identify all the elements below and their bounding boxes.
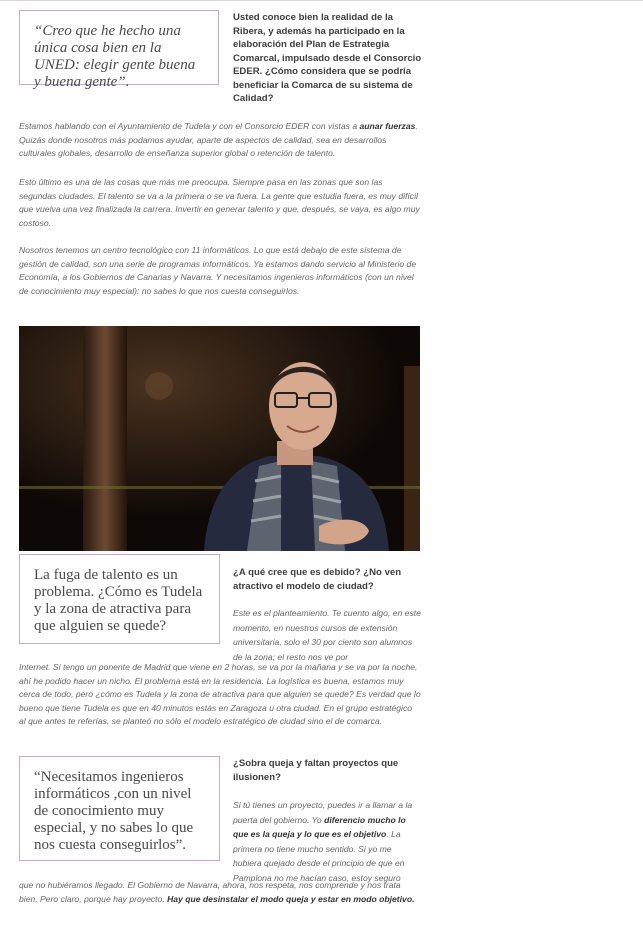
paragraph-1-text-b: . Quizás donde nosotros más podamos ayudar, aparte de aspectos de calidad, sea en desarrollos culturales globales, desarrollo de enseñanza superior global o retención de talento. <box>19 121 418 158</box>
paragraph-5-side <box>233 798 421 885</box>
interview-photo <box>19 326 420 551</box>
paragraph-5-side-text-b: . La primera no tiene mucho sentido. Si yo me hubiera quejado desde el principio de que en Pamplona no me hacían caso, estoy seguro <box>233 829 405 883</box>
interview-question-1: Usted conoce bien la realidad de la Ribera, y además ha participado en la elaboración del Plan de Estrategia Comarcal, impulsado desde el Consorcio EDER. ¿Cómo considera que se podría beneficiar la Comarca de su sistema de Calidad? <box>233 12 422 104</box>
paragraph-5 <box>19 879 421 906</box>
paragraph-1-bold: aunar fuerzas <box>359 121 416 131</box>
portrait-photo <box>19 326 420 551</box>
paragraph-4: Internet. Si tengo un ponente de Madrid que viene en 2 horas, se va por la mañana y se va por la noche, ahí he podido hacer un nicho. El problema está en la residencia. La logística es buena, estamos muy cerca de todo, pero ¿cómo es Tudela y la zona de atractiva para que alguien se quede? Es verdad que lo bueno que tiene Tudela es que en 40 minutos estás en Zaragoza u otra ciudad. En el grupo estratégico al que antes te referías, se planteó no sólo el modelo estratégico de ciudad sino el de comarca. <box>19 662 421 726</box>
paragraph-4-side: Este es el planteamiento. Te cuento algo, en este momento, en nuestros cursos de extensión universitaria, solo el 30 por ciento son alumnos de la zona; el resto nos ve por <box>233 608 421 662</box>
paragraph-1 <box>19 120 421 161</box>
paragraph-5-bold: Hay que desinstalar el modo queja y estar en modo objetivo. <box>167 893 415 904</box>
paragraph-5-text: que no hubiéramos llegado. El Gobierno de Navarra, ahora, nos respeta, nos comprende y nos trata bien. Pero claro, porque hay proyecto. <box>19 880 401 904</box>
paragraph-5-side-bold: diferencio mucho lo que es la queja y lo que es el objetivo <box>233 814 406 839</box>
top-divider <box>0 0 643 1</box>
paragraph-5-side-text-a: Si tú tienes un proyecto, puedes ir a llamar a la puerta del gobierno. Yo <box>233 800 413 825</box>
paragraph-1-text-a: Estamos hablando con el Ayuntamiento de Tudela y con el Consorcio EDER con vistas a <box>19 121 360 131</box>
interview-question-3: ¿Sobra queja y faltan proyectos que ilusionen? <box>233 758 399 783</box>
pull-quote-2: La fuga de talento es un problema. ¿Cómo es Tudela y la zona de atractiva para que alguien se quede? <box>19 554 220 644</box>
pull-quote-3: “Necesitamos ingenieros informáticos ,con un nivel de conocimiento muy especial, y no sabes lo que nos cuesta conseguirlos”. <box>19 756 220 861</box>
pull-quote-1: “Creo que he hecho una única cosa bien en la UNED: elegir gente buena y buena gente”. <box>19 10 219 85</box>
paragraph-2: Esto último es una de las cosas que más me preocupa. Siempre pasa en las zonas que son las segundas ciudades. El talento se va a la primera o se va fuera. La gente que estudia fuera, es muy difícil que vuelva una vez finalizada la carrera. Invertir en generar talento y que, después, se vaya, es algo muy costoso. <box>19 177 420 228</box>
interview-question-2: ¿A qué cree que es debido? ¿No ven atractivo el modelo de ciudad? <box>233 567 402 592</box>
paragraph-3: Nosotros tenemos un centro tecnológico con 11 informáticos. Lo que está debajo de este sistema de gestión de calidad, son una serie de programas informáticos. Ya estamos dando servicio al Ministerio de Economía, a los Gobiernos de Canarias y Navarra. Y necesitamos ingenieros informáticos (con un nivel de conocimiento muy especial): no sabes lo que nos cuesta conseguirlos. <box>19 245 417 296</box>
